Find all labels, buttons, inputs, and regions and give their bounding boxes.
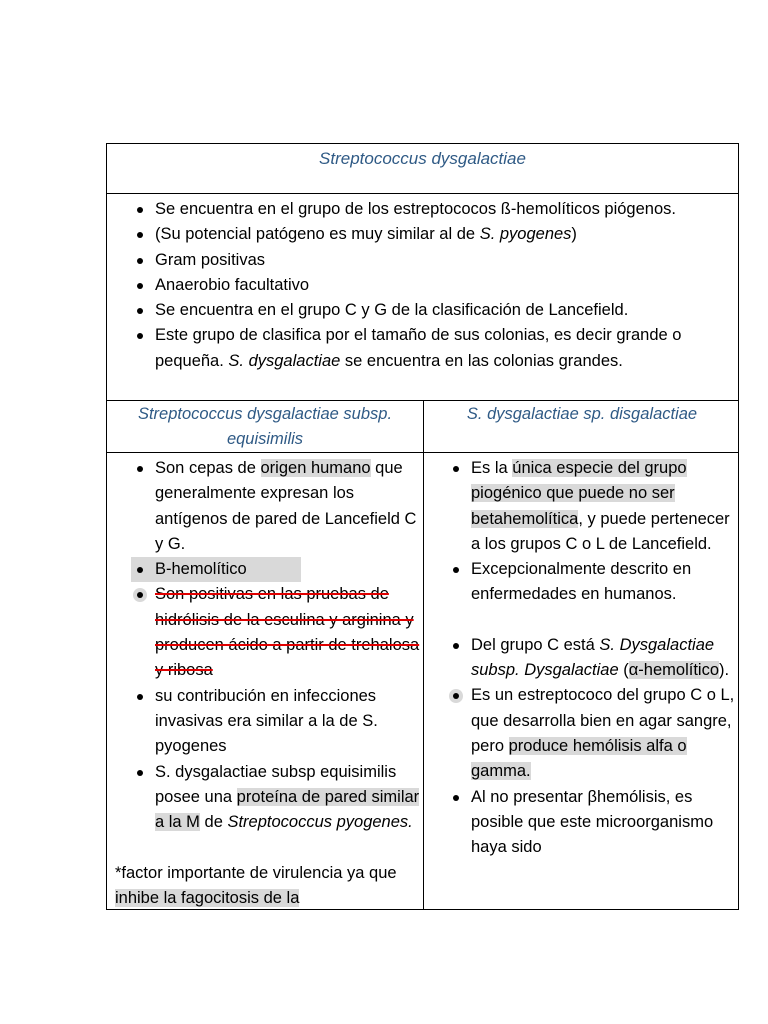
list-item: Del grupo C está S. Dysgalactiae subsp. Dysgalactiae (α-hemolítico).	[447, 633, 739, 684]
list-item: Este grupo de clasifica por el tamaño de sus colonias, es decir grande o pequeña. S. dysgalactiae se encuentra en las colonias grandes.	[131, 323, 741, 374]
right-list	[447, 456, 739, 860]
list-item: su contribución en infecciones invasivas era similar a la de S. pyogenes	[131, 684, 421, 760]
list-item: (Su potencial patógeno es muy similar al de S. pyogenes)	[131, 222, 741, 247]
column-divider	[423, 400, 424, 909]
list-item: Al no presentar βhemólisis, es posible que este microorganismo haya sido	[447, 785, 739, 861]
list-item: Excepcionalmente descrito en enfermedades en humanos.	[447, 557, 739, 608]
list-item: Anaerobio facultativo	[131, 273, 741, 298]
table-title: Streptococcus dysgalactiae	[319, 149, 526, 168]
list-item: Se encuentra en el grupo C y G de la clasificación de Lancefield.	[131, 298, 741, 323]
virulence-note: *factor importante de virulencia ya que inhibe la fagocitosis de la	[115, 864, 397, 907]
list-item: Se encuentra en el grupo de los estreptococos ß-hemolíticos piógenos.	[131, 197, 741, 222]
left-column-heading: Streptococcus dysgalactiae subsp. equisimilis	[137, 405, 393, 448]
list-item: Son cepas de origen humano que generalmente expresan los antígenos de pared de Lancefield C y G.	[131, 456, 421, 557]
list-item: Es un estreptococo del grupo C o L, que desarrolla bien en agar sangre, pero produce hemólisis alfa o gamma.	[447, 683, 739, 784]
list-item: Es la única especie del grupo piogénico que puede no ser betahemolítica, y puede pertenecer a los grupos C o L de Lancefield.	[447, 456, 739, 557]
divider	[107, 193, 738, 194]
list-item: Son positivas en las pruebas de hidrólisis de la esculina y arginina y producen ácido a partir de trehalosa y ribosa	[131, 582, 421, 683]
list-item: Gram positivas	[131, 248, 741, 273]
list-item: S. dysgalactiae subsp equisimilis posee una proteína de pared similar a la M de Streptococcus pyogenes.	[131, 760, 421, 836]
general-list	[131, 197, 741, 374]
list-item: B-hemolítico	[131, 557, 421, 582]
content-table	[106, 143, 739, 910]
right-column-heading: S. dysgalactiae sp. disgalactiae	[466, 405, 698, 423]
left-list	[131, 456, 421, 835]
divider	[107, 452, 738, 453]
